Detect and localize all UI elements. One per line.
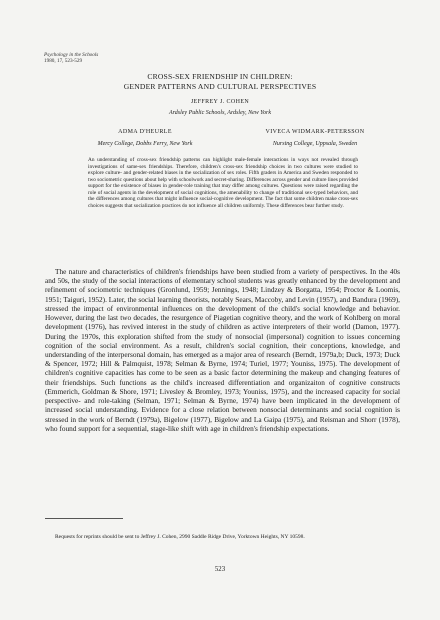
title-line-2: GENDER PATTERNS AND CULTURAL PERSPECTIVES [123, 82, 317, 91]
second-author: ADMA D'HEURLE [118, 129, 172, 135]
body-text [45, 267, 400, 433]
second-affiliation: Mercy College, Dobbs Ferry, New York [97, 141, 193, 147]
journal-name: Psychology in the Schools [44, 52, 99, 58]
journal-citation: 1980, 17, 523-529 [44, 58, 83, 64]
abstract: An understanding of cross-sex friendship patterns can highlight male-female interactions in ways not revealed through investigations of same-sex friendships. Therefore, children's cross-sex friendship choices in two cultures were studied to explore culture- and gender-related biases in the socialization of sex roles. Fifth graders in America and Sweden responded to two sociometric questions about help with schoolwork and secret-sharing. Differences across gender and culture lines provided support for the existence of biases in gender-role training that may differ among cultures. Questions were raised regarding the role of social agents in the development of social cognitions, the amenability to change of traditional sex-typed behaviors, and the differences among cultures that might influence social-cognitive development. The fact that some children make cross-sex choices suggests that socialization practices do not influence all children uniformly. These differences bear further study. [88, 157, 358, 209]
third-affiliation: Nursing College, Uppsala, Sweden [272, 141, 358, 147]
footnote-rule [45, 518, 123, 519]
body-paragraph: The nature and characteristics of children's friendships have been studied from a variety of perspectives. In the 40s and 50s, the study of the social interactions of elementary school students was greatly enhanced by the development and refinement of sociometric techniques (Gronlund, 1959; Jennings, 1948; Lindzey & Borgatta, 1954; Proctor & Loomis, 1951; Taiguri, 1952). Later, the social learning theorists, notably Sears, Maccoby, and Levin (1957), and Bandura (1969), stressed the impact of environmental influences on the development of the child's social knowledge and behavior. However, during the last two decades, the resurgence of Piagetian cognitive theory, and the work of Kohlberg on moral development (1976), has revived interest in the study of children as active interpreters of their world (Damon, 1977). During the 1970s, this exploration shifted from the study of nonsocial (impersonal) cognition to issues concerning cognition of the social environment. As a result, children's social cognition, their conceptions, knowledge, and understanding of the interpersonal domain, has emerged as a major area of research (Berndt, 1979a,b; Duck, 1973; Duck & Spencer, 1972; Hill & Palmquist, 1978; Selman & Byrne, 1974; Turiel, 1977; Youniss, 1975). The development of children's cognitive capacities has come to be seen as a basic factor determining the makeup and changing features of their friendships. Such functions as the child's increased differentiation and organizaiton of cognitive constructs (Emmerich, Goldman & Shore, 1971; Livesley & Bromley, 1973; Youniss, 1975), and the increased capacity for social perspective- and role-taking (Selman, 1971; Selman & Byrne, 1974) have been implicated in the development of increased social understanding. Evidence for a close relation between nonsocial determinants and social cognition is stressed in the work of Berndt (1979a), Bigelow (1977), Bigelow and La Gaipa (1975), and Reisman and Shorr (1978), who found support for a sequential, stage-like shift with age in children's friendship expectations. [45, 267, 400, 433]
page-number: 523 [214, 566, 226, 573]
primary-author: JEFFREY J. COHEN [190, 99, 250, 105]
journal-header [44, 52, 98, 64]
primary-affiliation: Ardsley Public Schools, Ardsley, New York [168, 110, 272, 116]
footnote: Requests for reprints should be sent to Jeffrey J. Cohen, 2990 Saddle Ridge Drive, Yorktown Heights, NY 10598. [55, 534, 305, 540]
article-title [0, 72, 440, 92]
title-line-1: CROSS-SEX FRIENDSHIP IN CHILDREN: [147, 72, 293, 81]
third-author: VIVECA WIDMARK-PETERSSON [265, 129, 365, 135]
